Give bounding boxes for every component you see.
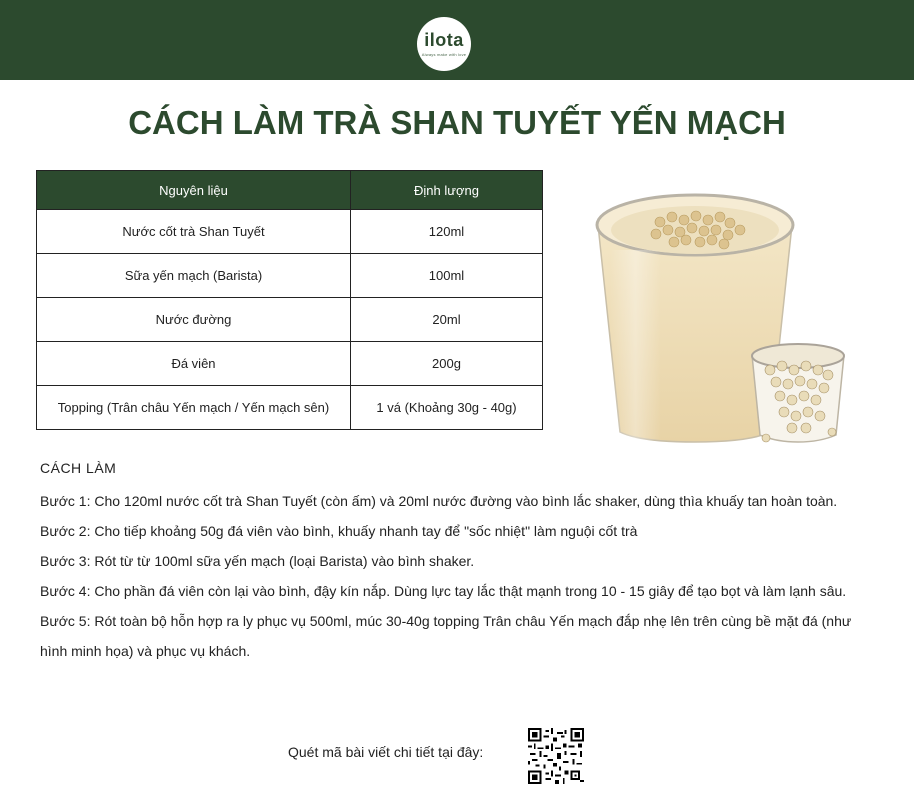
table-row <box>37 342 543 386</box>
step-item: Bước 4: Cho phần đá viên còn lại vào bình, đậy kín nắp. Dùng lực tay lắc thật mạnh trong 10 - 15 giây để tạo bọt và làm lạnh sâu. <box>40 583 847 599</box>
amount-cell: 120ml <box>351 210 543 254</box>
step-item: Bước 3: Rót từ từ 100ml sữa yến mạch (loại Barista) vào bình shaker. <box>40 553 475 569</box>
ingredient-cell: Sữa yến mạch (Barista) <box>37 254 351 298</box>
method-steps <box>40 486 880 666</box>
table-row <box>37 254 543 298</box>
header-bar <box>0 0 914 80</box>
ingredients-table <box>36 170 543 430</box>
table-row <box>37 298 543 342</box>
ingredient-cell: Topping (Trân châu Yến mạch / Yến mạch sên) <box>37 386 351 430</box>
table-row <box>37 210 543 254</box>
brand-logo[interactable] <box>417 17 471 71</box>
column-header-ingredient: Nguyên liệu <box>37 171 351 210</box>
column-header-amount: Định lượng <box>351 171 543 210</box>
table-header-row <box>37 171 543 210</box>
drink-photo <box>570 170 860 460</box>
method-title: CÁCH LÀM <box>40 460 117 476</box>
qr-label: Quét mã bài viết chi tiết tại đây: <box>288 744 484 760</box>
amount-cell: 20ml <box>351 298 543 342</box>
qr-code-icon[interactable] <box>528 728 584 784</box>
ingredient-cell: Đá viên <box>37 342 351 386</box>
step-item: Bước 5: Rót toàn bộ hỗn hợp ra ly phục vụ 500ml, múc 30-40g topping Trân châu Yến mạch đắp nhẹ lên trên cùng bề mặt đá (như hình minh họa) và phục vụ khách. <box>40 613 852 659</box>
step-item: Bước 1: Cho 120ml nước cốt trà Shan Tuyết (còn ấm) và 20ml nước đường vào bình lắc shaker, dùng thìa khuấy tan hoàn toàn. <box>40 493 838 509</box>
amount-cell: 1 vá (Khoảng 30g - 40g) <box>351 386 543 430</box>
amount-cell: 100ml <box>351 254 543 298</box>
step-item: Bước 2: Cho tiếp khoảng 50g đá viên vào bình, khuấy nhanh tay để "sốc nhiệt" làm nguội cốt trà <box>40 523 638 539</box>
logo-name: ilota <box>424 30 464 50</box>
ingredient-cell: Nước đường <box>37 298 351 342</box>
table-row <box>37 386 543 430</box>
logo-tagline: Always make with love <box>421 52 467 57</box>
ingredient-cell: Nước cốt trà Shan Tuyết <box>37 210 351 254</box>
amount-cell: 200g <box>351 342 543 386</box>
page-title: CÁCH LÀM TRÀ SHAN TUYẾT YẾN MẠCH <box>128 104 786 141</box>
